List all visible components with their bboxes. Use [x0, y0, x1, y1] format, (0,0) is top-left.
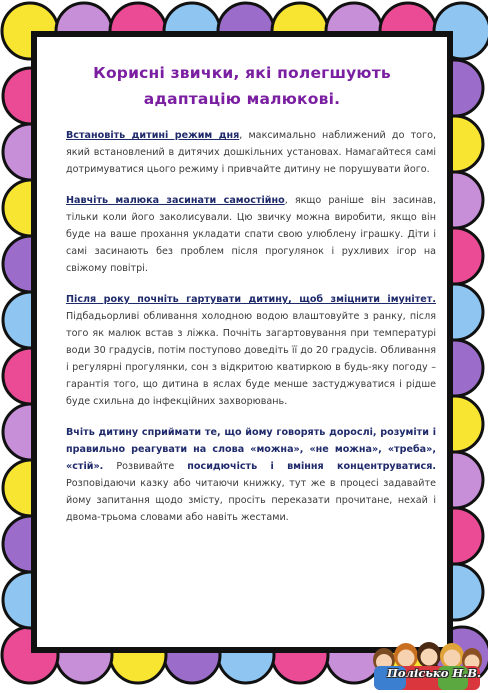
title-line-2: адаптацію малюкові.	[143, 90, 341, 108]
paragraph-text: Підбадьорливі обливання холодною водою влаштовуйте з ранку, після того як малюк встав з ліжка. Почніть загартовування при температурі води 30 градусів, потім поступово доведіть її до 20 градусів. Обливання і регулярні прогулянки, сон з відкритою кватиркою в будь-яку погоду – гарантія того, що дитина в яслах буде менше застуджуватися і рідше буде схильна до інфекційних захворювань.	[66, 311, 436, 407]
paragraph-hardening	[66, 291, 436, 410]
paragraph-mid: Розвивайте	[103, 461, 188, 472]
paragraph-text: , якщо раніше він засинав, тільки коли його заколисували. Цю звичку можна виробити, якщо він буде на ваше прохання укладати спати свою улюблену іграшку. Діти і самі засинають без проблем після прогулянок і рухливих ігор на свіжому повітрі.	[66, 195, 436, 274]
author-signature: Полісько Н.В.	[387, 666, 481, 680]
paragraph-sleep	[66, 192, 436, 277]
article-body	[66, 127, 436, 540]
paragraph-lead: Вчіть дитину сприймати те, що йому говорять дорослі, розуміти і правильно реагувати на слова «можна», «не можна», «треба», «стій».	[66, 427, 436, 472]
paragraph-lead: Після року почніть гартувати дитину, щоб зміцнити імунітет.	[66, 294, 436, 305]
title-line-1: Корисні звички, які полегшують	[93, 64, 391, 82]
paragraph-text: Розповідаючи казку або читаючи книжку, тут же в процесі задавайте йому запитання щодо змісту, просіть переказати прочитане, нехай і двома-трьома словами або навіть жестами.	[66, 478, 436, 523]
paragraph-text: , максимально наближений до того, який встановлений в дитячих дошкільних установах. Намагайтеся самі дотримуватися цього режиму і привчайте дитину не порушувати його.	[66, 130, 436, 175]
paragraph-daily-routine	[66, 127, 436, 178]
children-illustration	[368, 636, 483, 690]
paragraph-understanding	[66, 424, 436, 526]
paragraph-lead: Встановіть дитині режим дня	[66, 130, 240, 141]
page-title	[31, 60, 453, 112]
paragraph-lead: Навчіть малюка засинати самостійно	[66, 195, 285, 206]
paragraph-lead-2: посидючість і вміння концентруватися.	[187, 461, 437, 472]
